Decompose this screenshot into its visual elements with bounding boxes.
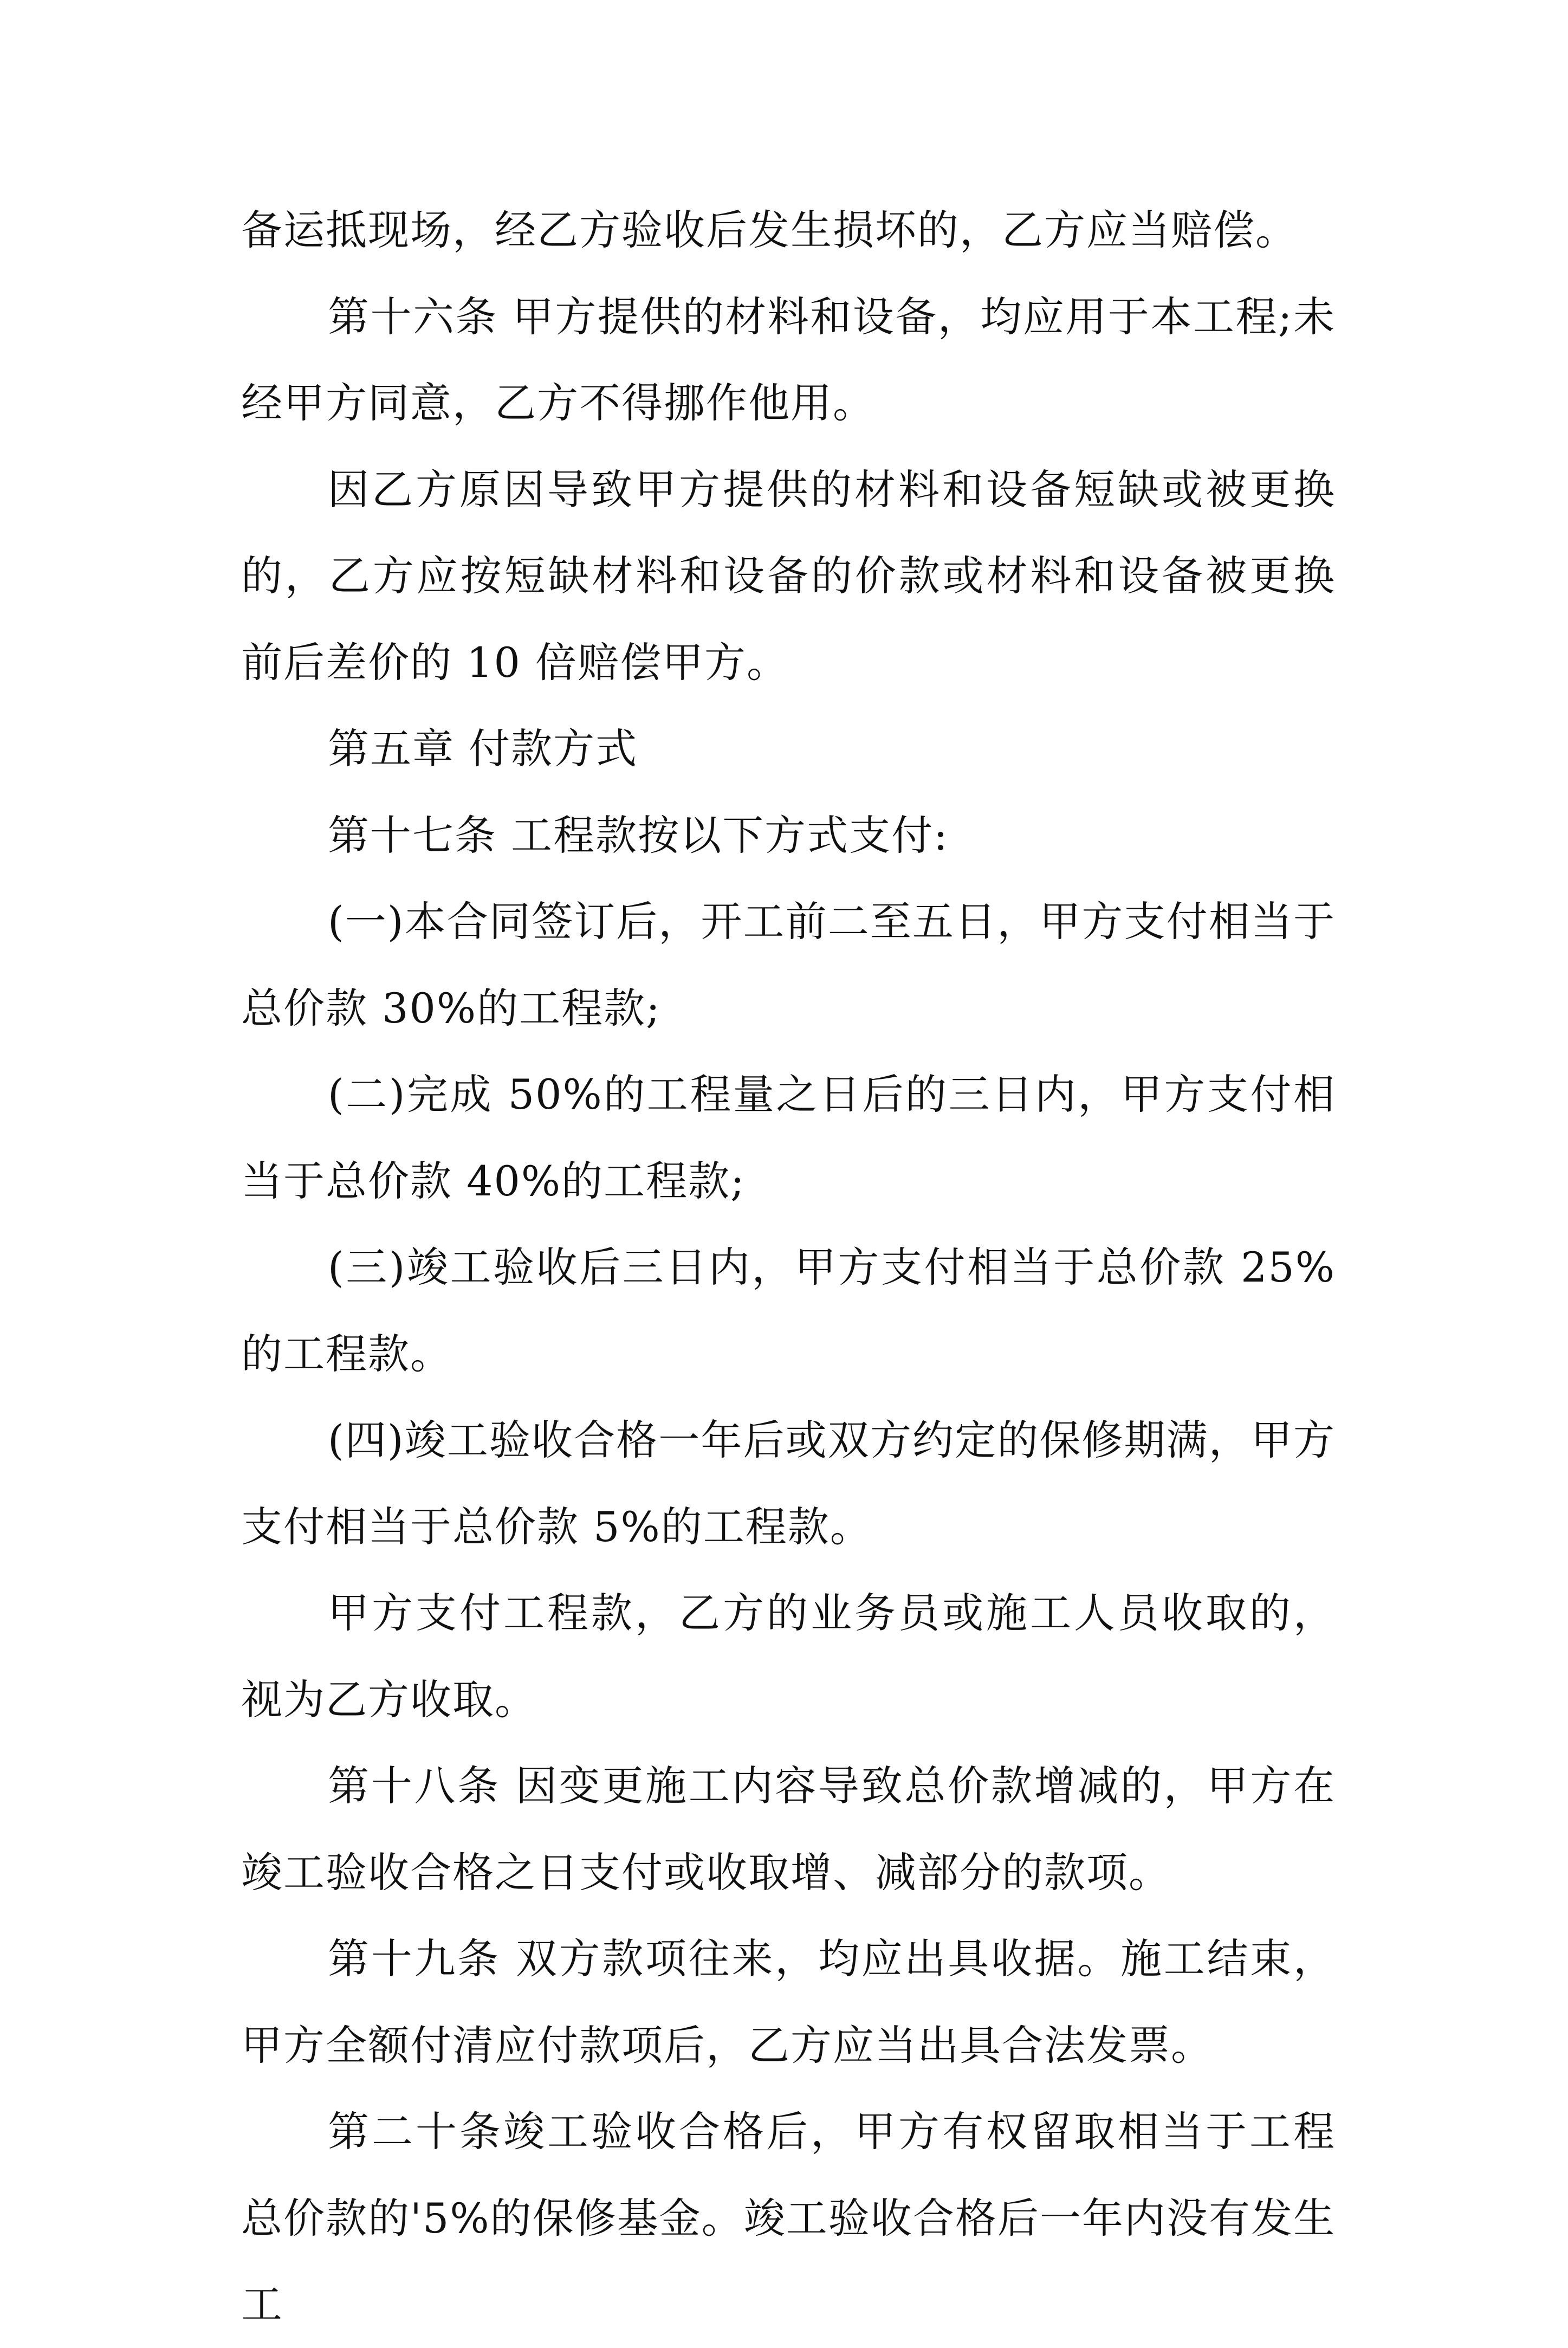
payment-item-4: (四)竣工验收合格一年后或双方约定的保修期满，甲方支付相当于总价款 5%的工程款。 (241, 1416, 1336, 1551)
paragraph-compensation: 因乙方原因导致甲方提供的材料和设备短缺或被更换的，乙方应按短缺材料和设备的价款或材料和设备被更换前后差价的 10 倍赔偿甲方。 (241, 465, 1336, 687)
paragraph-article-20: 第二十条竣工验收合格后，甲方有权留取相当于工程总价款的'5%的保修基金。竣工验收合格后一年内没有发生工 (241, 2107, 1336, 2328)
paragraph-article-18: 第十八条 因变更施工内容导致总价款增减的，甲方在竣工验收合格之日支付或收取增、减部分的款项。 (241, 1762, 1336, 1897)
paragraph-article-17: 第十七条 工程款按以下方式支付: (328, 811, 949, 859)
paragraph-article-19: 第十九条 双方款项往来，均应出具收据。施工结束，甲方全额付清应付款项后，乙方应当出具合法发票。 (241, 1935, 1336, 2069)
paragraph-1: 备运抵现场，经乙方验收后发生损坏的，乙方应当赔偿。 (241, 206, 1298, 254)
payment-item-1: (一)本合同签订后，开工前二至五日，甲方支付相当于总价款 30%的工程款; (241, 897, 1336, 1032)
paragraph-article-16: 第十六条 甲方提供的材料和设备，均应用于本工程;未经甲方同意，乙方不得挪作他用。 (241, 292, 1336, 427)
paragraph-payment-collection: 甲方支付工程款，乙方的业务员或施工人员收取的，视为乙方收取。 (241, 1589, 1336, 1724)
payment-item-3: (三)竣工验收后三日内，甲方支付相当于总价款 25%的工程款。 (241, 1243, 1336, 1378)
payment-item-2: (二)完成 50%的工程量之日后的三日内，甲方支付相当于总价款 40%的工程款; (241, 1070, 1336, 1205)
chapter-5-heading: 第五章 付款方式 (328, 725, 638, 773)
document-page (241, 187, 1336, 2348)
